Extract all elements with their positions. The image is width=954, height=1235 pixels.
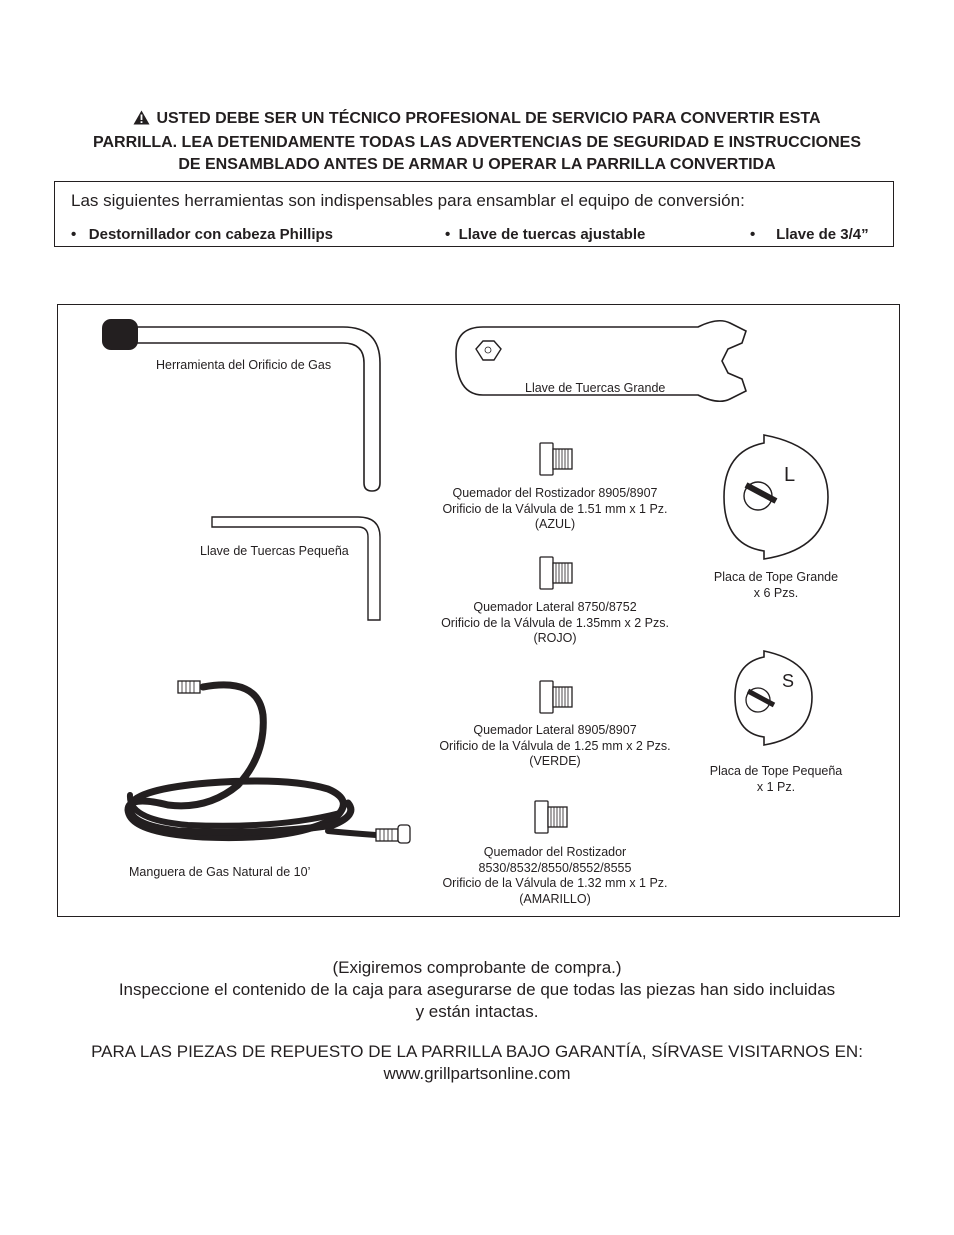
orifice-blue-icon — [540, 443, 572, 475]
gas-orifice-tool-icon — [102, 319, 380, 491]
warranty-line: PARA LAS PIEZAS DE REPUESTO DE LA PARRILLA BAJO GARANTÍA, SÍRVASE VISITARNOS EN: — [91, 1042, 863, 1061]
large-stop-plate-label — [696, 570, 856, 601]
orifice-green-icon — [540, 681, 572, 713]
orifice-yellow-icon — [535, 801, 567, 833]
orifice-green-label — [432, 723, 678, 770]
orifice-blue-line-1: Quemador del Rostizador 8905/8907 — [452, 486, 658, 500]
receipt-note: (Exigiremos comprobante de compra.) — [332, 958, 622, 977]
tool-item-phillips: • Destornillador con cabeza Phillips — [71, 226, 333, 243]
required-tools-box — [54, 181, 894, 247]
tool-item-adjustable-wrench: • Llave de tuercas ajustable — [445, 226, 646, 243]
orifice-red-line-3: (ROJO) — [533, 631, 577, 645]
inspect-line-2: y están intactas. — [415, 1002, 539, 1021]
orifice-yellow-line-4: (AMARILLO) — [519, 891, 591, 906]
small-wrench-icon — [212, 517, 380, 620]
footer-warranty — [20, 1041, 934, 1085]
warning-notice — [40, 108, 914, 176]
tool-item-3-4-wrench: • Llave de 3/4” — [750, 226, 869, 243]
natural-gas-hose-icon — [128, 681, 410, 843]
warning-line-1: USTED DEBE SER UN TÉCNICO PROFESIONAL DE SERVICIO PARA CONVERTIR ESTA — [156, 110, 821, 127]
large-stop-letter: L — [784, 464, 796, 486]
small-stop-plate-icon — [735, 651, 812, 745]
orifice-yellow-line-2: 8530/8532/8550/8552/8555 — [478, 860, 632, 875]
warning-line-2: PARRILLA. LEA DETENIDAMENTE TODAS LAS ADVERTENCIAS DE SEGURIDAD E INSTRUCCIONES — [92, 134, 862, 151]
orifice-red-line-2: Orificio de la Válvula de 1.35mm x 2 Pzs. — [441, 615, 669, 630]
orifice-green-line-3: (VERDE) — [529, 754, 581, 768]
orifice-green-line-1: Quemador Lateral 8905/8907 — [473, 723, 637, 737]
orifice-red-line-1: Quemador Lateral 8750/8752 — [473, 600, 637, 614]
large-stop-line-2: x 6 Pzs. — [753, 585, 799, 600]
warning-triangle-icon — [133, 110, 150, 132]
orifice-yellow-line-3: Orificio de la Válvula de 1.32 mm x 1 Pz. — [442, 876, 668, 890]
orifice-red-icon — [540, 557, 572, 589]
tool-label: Destornillador con cabeza Phillips — [88, 226, 333, 243]
small-stop-line-1: Placa de Tope Pequeña — [709, 764, 843, 778]
orifice-blue-label — [432, 486, 678, 533]
warning-line-3: DE ENSAMBLADO ANTES DE ARMAR U OPERAR LA PARRILLA CONVERTIDA — [178, 156, 776, 173]
tool-label: Llave de tuercas ajustable — [458, 226, 646, 243]
inspect-line-1: Inspeccione el contenido de la caja para asegurarse de que todas las piezas han sido incluidas — [118, 980, 836, 999]
orifice-yellow-line-1: Quemador del Rostizador — [483, 845, 627, 859]
orifice-green-line-2: Orificio de la Válvula de 1.25 mm x 2 Pzs. — [439, 738, 671, 753]
gas-orifice-tool-label: Herramienta del Orificio de Gas — [156, 358, 332, 372]
orifice-yellow-label — [432, 845, 678, 907]
orifice-blue-line-2: Orificio de la Válvula de 1.51 mm x 1 Pz. — [442, 501, 668, 516]
hose-label: Manguera de Gas Natural de 10’ — [129, 865, 311, 879]
parts-website-link[interactable]: www.grillpartsonline.com — [383, 1064, 571, 1083]
large-wrench-label: Llave de Tuercas Grande — [525, 381, 666, 395]
small-stop-letter: S — [782, 671, 795, 691]
small-stop-line-2: x 1 Pz. — [756, 779, 796, 794]
orifice-red-label — [432, 600, 678, 647]
parts-diagram — [57, 304, 900, 917]
footer-inspection — [20, 957, 934, 1023]
orifice-blue-line-3: (AZUL) — [534, 517, 576, 531]
large-stop-plate-icon — [724, 435, 828, 559]
tools-intro: Las siguientes herramientas son indispensables para ensamblar el equipo de conversión: — [71, 191, 745, 210]
small-wrench-label: Llave de Tuercas Pequeña — [200, 544, 349, 558]
small-stop-plate-label — [696, 764, 856, 795]
tool-label: Llave de 3/4” — [776, 226, 869, 243]
large-stop-line-1: Placa de Tope Grande — [713, 570, 839, 584]
